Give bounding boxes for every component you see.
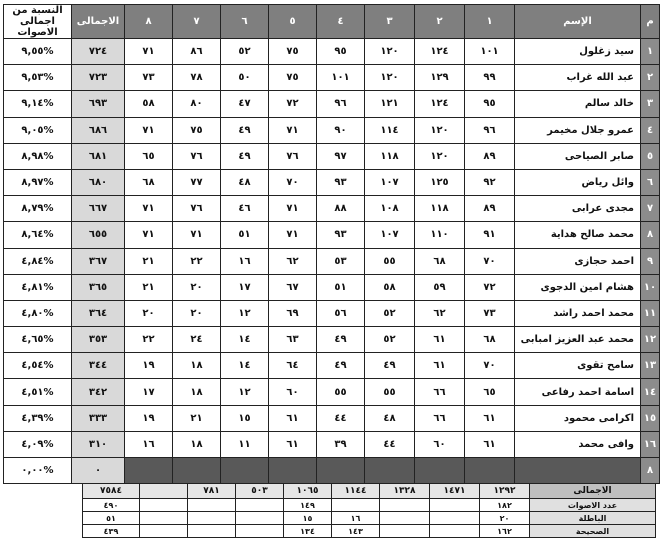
vote-cell-7: ٢٠ [173,300,221,326]
row-index: ١٤ [641,379,660,405]
vote-cell-2: ٦١ [415,353,465,379]
row-total: ٣٦٧ [72,248,125,274]
vote-cell-4: ٩٣ [317,169,365,195]
row-percentage: %٨,٩٧ [4,169,72,195]
row-total: ٦٨١ [72,143,125,169]
vote-cell-3: ١١٨ [365,143,415,169]
vote-cell-6: ١٧ [221,274,269,300]
vote-cell-1: ٩١ [465,222,515,248]
vote-cell-7: ٧٧ [173,169,221,195]
header-col-3: ٣ [365,5,415,39]
summary-cell [140,499,188,512]
summary-cell: ١٥ [284,512,332,525]
summary-cell [430,525,480,538]
vote-cell-5: ٧١ [269,117,317,143]
empty-cell [415,458,465,484]
summary-cell: ١٤٣ [332,525,380,538]
vote-cell-1: ٧٢ [465,274,515,300]
candidate-name: سامح تقوى [515,353,641,379]
vote-cell-1: ٩٥ [465,91,515,117]
vote-cell-3: ٤٤ [365,431,415,457]
row-percentage: %٨,٦٤ [4,222,72,248]
vote-cell-7: ٨٠ [173,91,221,117]
summary-cell [188,499,236,512]
table-row [4,379,660,405]
summary-cell: ١٢٩٢ [480,484,530,499]
row-index: ١٠ [641,274,660,300]
summary-cell [380,525,430,538]
vote-cell-2: ١٢٠ [415,117,465,143]
candidate-name: وافى محمد [515,431,641,457]
vote-cell-4: ٨٨ [317,196,365,222]
summary-total-row [83,484,656,499]
row-index: ١١ [641,300,660,326]
vote-cell-5: ٦١ [269,405,317,431]
summary-cell [236,499,284,512]
vote-cell-5: ٧٦ [269,143,317,169]
summary-cell [332,499,380,512]
vote-cell-5: ٦٤ [269,353,317,379]
empty-cell [269,458,317,484]
vote-cell-3: ١٢٠ [365,39,415,65]
summary-label: عدد الاصوات [530,499,656,512]
row-percentage: %٤,٣٩ [4,405,72,431]
candidate-name: احمد حجازى [515,248,641,274]
row-total: ٧٢٤ [72,39,125,65]
vote-cell-3: ١٢٠ [365,65,415,91]
row-index: ٧ [641,196,660,222]
vote-cell-4: ٩٥ [317,39,365,65]
row-index: ٦ [641,169,660,195]
row-percentage: %٤,٥١ [4,379,72,405]
vote-cell-3: ١٠٧ [365,222,415,248]
row-percentage: %٤,٨١ [4,274,72,300]
row-percentage: %٨,٧٩ [4,196,72,222]
vote-cell-5: ٦٠ [269,379,317,405]
summary-cell [236,512,284,525]
row-total: ٧٢٣ [72,65,125,91]
row-total: ٦٦٧ [72,196,125,222]
vote-cell-6: ١٤ [221,327,269,353]
candidate-name: هشام امين الدجوى [515,274,641,300]
row-total: ٣٦٥ [72,274,125,300]
table-row [4,39,660,65]
header-name: الإسم [515,5,641,39]
summary-cell [188,512,236,525]
row-total: ٣٤٢ [72,379,125,405]
vote-cell-2: ٦٠ [415,431,465,457]
candidate-name: صابر الصياحى [515,143,641,169]
vote-cell-6: ١٢ [221,300,269,326]
row-total: ٣٥٣ [72,327,125,353]
vote-cell-8: ٧١ [125,222,173,248]
candidate-name: عبد الله غراب [515,65,641,91]
vote-cell-6: ٥١ [221,222,269,248]
table-row [4,65,660,91]
row-total: ٣٤٤ [72,353,125,379]
vote-cell-4: ٥٥ [317,379,365,405]
summary-cell: ٥١ [83,512,140,525]
vote-cell-6: ٤٨ [221,169,269,195]
row-total: ٣٣٣ [72,405,125,431]
vote-cell-7: ٢٢ [173,248,221,274]
empty-cell [515,458,641,484]
header-col-4: ٤ [317,5,365,39]
vote-cell-7: ٢٠ [173,274,221,300]
vote-cell-2: ١٢٤ [415,39,465,65]
row-index: ٨ [641,458,660,484]
candidate-name: اسامة احمد رفاعى [515,379,641,405]
vote-cell-1: ٦١ [465,431,515,457]
vote-cell-7: ١٨ [173,431,221,457]
vote-cell-4: ٩٦ [317,91,365,117]
vote-cell-6: ١١ [221,431,269,457]
vote-cell-3: ١١٤ [365,117,415,143]
row-total: ٦٩٣ [72,91,125,117]
table-row [4,405,660,431]
summary-cell: ١٦ [332,512,380,525]
summary-cell: ٧٥٨٤ [83,484,140,499]
row-percentage: %٤,٨٤ [4,248,72,274]
header-col-7: ٧ [173,5,221,39]
row-total: ٣٦٤ [72,300,125,326]
vote-cell-7: ٢١ [173,405,221,431]
vote-cell-2: ٦٦ [415,405,465,431]
summary-cell: ١٠٦٥ [284,484,332,499]
vote-cell-2: ٦٨ [415,248,465,274]
vote-cell-8: ٢٠ [125,300,173,326]
summary-cell [236,525,284,538]
candidate-name: اكرامى محمود [515,405,641,431]
vote-cell-5: ٦٩ [269,300,317,326]
vote-cell-1: ٧٠ [465,353,515,379]
candidate-name: خالد سالم [515,91,641,117]
vote-cell-2: ٥٩ [415,274,465,300]
vote-cell-6: ١٤ [221,353,269,379]
vote-cell-4: ٩٧ [317,143,365,169]
summary-label: الباطلة [530,512,656,525]
summary-cell: ١٣٤ [284,525,332,538]
vote-cell-3: ١٠٨ [365,196,415,222]
vote-cell-6: ٥٠ [221,65,269,91]
table-row [4,248,660,274]
vote-cell-8: ١٧ [125,379,173,405]
summary-cell: ١٣٢٨ [380,484,430,499]
vote-cell-6: ١٢ [221,379,269,405]
vote-cell-8: ١٦ [125,431,173,457]
header-percentage: النسبة من اجمالى الاصوات [4,5,72,39]
vote-cell-5: ٧٥ [269,39,317,65]
summary-cell: ٥٠٣ [236,484,284,499]
summary-invalid-row [83,512,656,525]
vote-cell-2: ٦١ [415,327,465,353]
vote-cell-7: ٧١ [173,222,221,248]
table-row [4,117,660,143]
empty-cell [365,458,415,484]
vote-cell-1: ٩٢ [465,169,515,195]
row-index: ١٦ [641,431,660,457]
vote-cell-1: ٨٩ [465,196,515,222]
row-percentage: %٤,٦٥ [4,327,72,353]
vote-cell-3: ٤٩ [365,353,415,379]
row-total: ٣١٠ [72,431,125,457]
row-percentage: %٤,٠٩ [4,431,72,457]
vote-cell-1: ١٠١ [465,39,515,65]
vote-cell-5: ٦٣ [269,327,317,353]
vote-cell-4: ٥٦ [317,300,365,326]
table-row [4,353,660,379]
vote-cell-6: ١٥ [221,405,269,431]
vote-cell-4: ٩٠ [317,117,365,143]
vote-cell-1: ٨٩ [465,143,515,169]
vote-cell-8: ٢٢ [125,327,173,353]
vote-cell-4: ٥٣ [317,248,365,274]
summary-cell: ١٨٢ [480,499,530,512]
candidate-name: مجدى عرابى [515,196,641,222]
summary-label: الصحيحة [530,525,656,538]
row-percentage: %٨,٩٨ [4,143,72,169]
vote-cell-8: ٦٥ [125,143,173,169]
vote-cell-6: ٤٩ [221,117,269,143]
vote-cell-5: ٦٢ [269,248,317,274]
vote-cell-3: ٤٨ [365,405,415,431]
vote-cell-3: ٥٨ [365,274,415,300]
vote-cell-2: ١١٨ [415,196,465,222]
row-index: ٥ [641,143,660,169]
vote-cell-6: ٤٩ [221,143,269,169]
vote-cell-5: ٦١ [269,431,317,457]
vote-cell-4: ٩٣ [317,222,365,248]
row-percentage: %٠,٠٠ [4,458,72,484]
vote-cell-1: ٧٣ [465,300,515,326]
row-total: ٦٥٥ [72,222,125,248]
empty-cell [173,458,221,484]
candidate-name: سيد زغلول [515,39,641,65]
vote-cell-8: ٢١ [125,248,173,274]
vote-cell-7: ٢٤ [173,327,221,353]
vote-cell-7: ٧٦ [173,196,221,222]
empty-cell [125,458,173,484]
summary-cell: ١٤٩ [284,499,332,512]
vote-cell-6: ٤٦ [221,196,269,222]
vote-cell-4: ٤٩ [317,327,365,353]
vote-cell-8: ٧١ [125,39,173,65]
table-row [4,300,660,326]
row-index: ٢ [641,65,660,91]
vote-cell-8: ٦٨ [125,169,173,195]
results-table [3,4,660,484]
vote-cell-1: ٧٠ [465,248,515,274]
table-row [4,222,660,248]
vote-cell-8: ٧١ [125,196,173,222]
summary-rows [83,484,656,538]
row-index: ٣ [641,91,660,117]
vote-cell-1: ٦١ [465,405,515,431]
vote-cell-7: ٧٥ [173,117,221,143]
vote-cell-8: ١٩ [125,405,173,431]
vote-cell-1: ٦٨ [465,327,515,353]
vote-cell-8: ٥٨ [125,91,173,117]
candidate-name: محمد صالح هداية [515,222,641,248]
candidate-rows [4,39,660,484]
vote-cell-7: ١٨ [173,353,221,379]
vote-cell-4: ٥١ [317,274,365,300]
vote-cell-5: ٧٢ [269,91,317,117]
vote-cell-7: ٧٨ [173,65,221,91]
vote-cell-3: ٥٢ [365,327,415,353]
vote-cell-1: ٦٥ [465,379,515,405]
summary-cell: ٤٩٠ [83,499,140,512]
row-percentage: %٩,١٤ [4,91,72,117]
summary-cell [140,484,188,499]
table-row [4,91,660,117]
candidate-name: محمد احمد راشد [515,300,641,326]
header-col-1: ١ [465,5,515,39]
summary-cell: ٤٣٩ [83,525,140,538]
summary-votes-row [83,499,656,512]
vote-cell-4: ١٠١ [317,65,365,91]
summary-cell [430,512,480,525]
summary-cell [380,512,430,525]
table-row [4,196,660,222]
vote-cell-1: ٩٩ [465,65,515,91]
vote-cell-5: ٧١ [269,222,317,248]
row-index: ٩ [641,248,660,274]
candidate-name: عمرو جلال مخيمر [515,117,641,143]
vote-cell-7: ٨٦ [173,39,221,65]
summary-cell [140,512,188,525]
vote-cell-7: ١٨ [173,379,221,405]
vote-cell-3: ١٠٧ [365,169,415,195]
row-index: ١٢ [641,327,660,353]
table-row [4,431,660,457]
summary-table [82,483,656,538]
row-percentage: %٤,٥٤ [4,353,72,379]
vote-cell-3: ٥٥ [365,248,415,274]
summary-cell [430,499,480,512]
header-index: م [641,5,660,39]
vote-cell-8: ٧٣ [125,65,173,91]
row-index: ٤ [641,117,660,143]
vote-cell-2: ١٢٠ [415,143,465,169]
vote-cell-8: ٧١ [125,117,173,143]
vote-cell-8: ١٩ [125,353,173,379]
row-index: ١٥ [641,405,660,431]
row-index: ١٣ [641,353,660,379]
vote-cell-5: ٧١ [269,196,317,222]
vote-cell-2: ١٢٩ [415,65,465,91]
candidate-name: وائل رياض [515,169,641,195]
header-col-6: ٦ [221,5,269,39]
vote-cell-5: ٧٠ [269,169,317,195]
summary-label: الاجمالى [530,484,656,499]
vote-cell-2: ٦٢ [415,300,465,326]
header-col-2: ٢ [415,5,465,39]
summary-cell: ١٦٢ [480,525,530,538]
header-col-5: ٥ [269,5,317,39]
vote-cell-2: ١١٠ [415,222,465,248]
empty-cell [221,458,269,484]
vote-cell-4: ٣٩ [317,431,365,457]
vote-cell-1: ٩٦ [465,117,515,143]
empty-cell [317,458,365,484]
empty-cell [465,458,515,484]
row-total: ٦٨٠ [72,169,125,195]
table-row [4,143,660,169]
vote-cell-2: ٦٦ [415,379,465,405]
summary-cell [188,525,236,538]
row-percentage: %٤,٨٠ [4,300,72,326]
summary-cell: ٧٨١ [188,484,236,499]
vote-cell-3: ٥٥ [365,379,415,405]
table-row [4,274,660,300]
vote-cell-4: ٤٩ [317,353,365,379]
empty-row [4,458,660,484]
summary-cell: ١٤٧١ [430,484,480,499]
vote-cell-6: ٤٧ [221,91,269,117]
vote-cell-8: ٢١ [125,274,173,300]
row-percentage: %٩,٥٥ [4,39,72,65]
row-percentage: %٩,٥٣ [4,65,72,91]
summary-cell: ١١٤٤ [332,484,380,499]
vote-cell-3: ٥٢ [365,300,415,326]
row-index: ٨ [641,222,660,248]
vote-cell-7: ٧٦ [173,143,221,169]
summary-cell [380,499,430,512]
header-col-8: ٨ [125,5,173,39]
row-total: ٦٨٦ [72,117,125,143]
row-percentage: %٩,٠٥ [4,117,72,143]
candidate-name: محمد عبد العزيز امبابى [515,327,641,353]
header-row [4,5,660,39]
vote-cell-2: ١٢٥ [415,169,465,195]
vote-cell-6: ١٦ [221,248,269,274]
vote-cell-4: ٤٤ [317,405,365,431]
row-total: ٠ [72,458,125,484]
vote-cell-2: ١٢٤ [415,91,465,117]
vote-cell-5: ٧٥ [269,65,317,91]
table-row [4,169,660,195]
summary-cell [140,525,188,538]
vote-cell-6: ٥٢ [221,39,269,65]
table-row [4,327,660,353]
header-total: الاجمالى [72,5,125,39]
summary-cell: ٢٠ [480,512,530,525]
vote-cell-3: ١٢١ [365,91,415,117]
row-index: ١ [641,39,660,65]
vote-cell-5: ٦٧ [269,274,317,300]
summary-valid-row [83,525,656,538]
